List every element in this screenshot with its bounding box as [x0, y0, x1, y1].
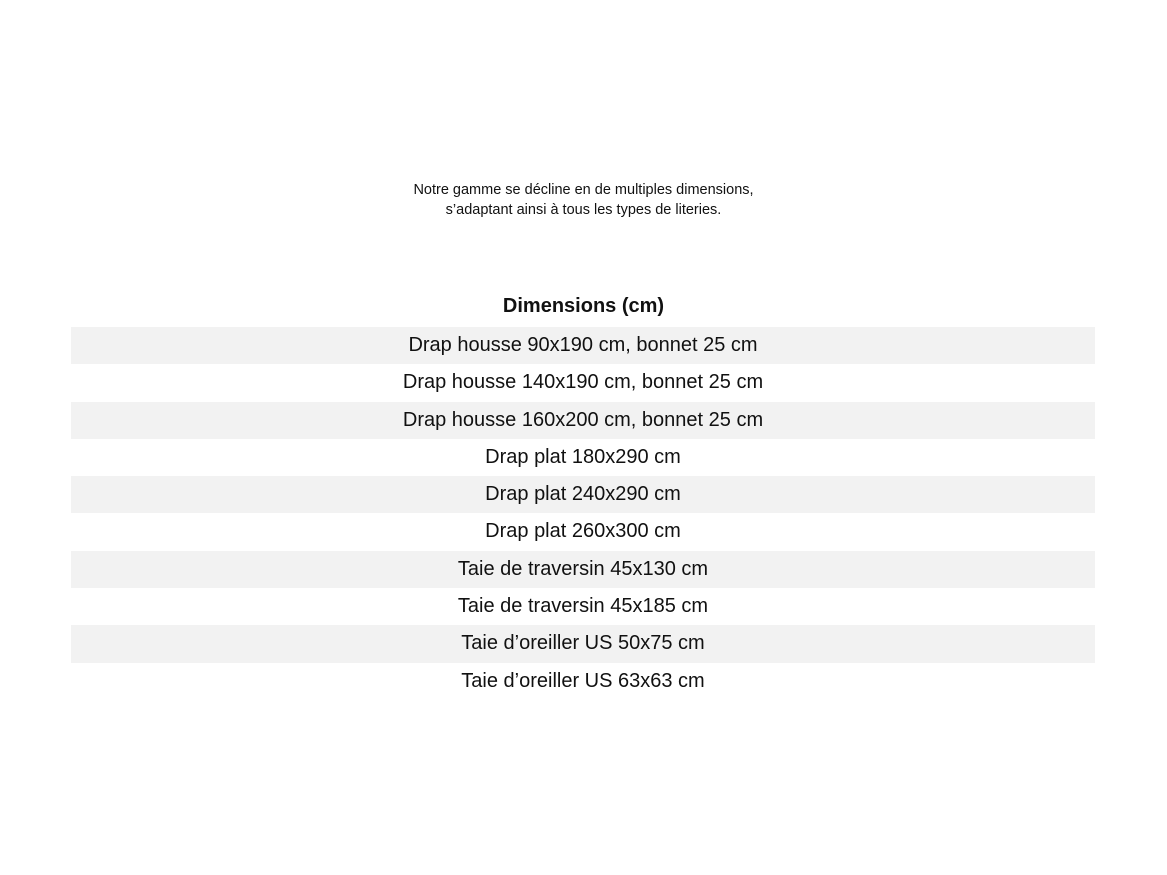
table-row: Taie d’oreiller US 50x75 cm [71, 625, 1095, 662]
table-row: Drap housse 140x190 cm, bonnet 25 cm [402, 371, 764, 394]
table-row: Taie d’oreiller US 63x63 cm [461, 669, 705, 692]
table-row: Taie de traversin 45x185 cm [457, 595, 709, 618]
table-row: Drap housse 160x200 cm, bonnet 25 cm [71, 402, 1095, 439]
intro-text [0, 180, 1167, 220]
table-row: Drap plat 240x290 cm [71, 476, 1095, 513]
dimensions-table [71, 327, 1095, 700]
table-row: Drap plat 180x290 cm [485, 445, 681, 468]
intro-line-1: Notre gamme se décline en de multiples dimensions, [413, 182, 754, 198]
table-header: Dimensions (cm) [502, 295, 665, 317]
table-row: Taie de traversin 45x130 cm [71, 551, 1095, 588]
table-row: Drap housse 90x190 cm, bonnet 25 cm [71, 327, 1095, 364]
intro-line-2: s’adaptant ainsi à tous les types de literies. [445, 202, 722, 218]
table-row: Drap plat 260x300 cm [485, 520, 681, 543]
